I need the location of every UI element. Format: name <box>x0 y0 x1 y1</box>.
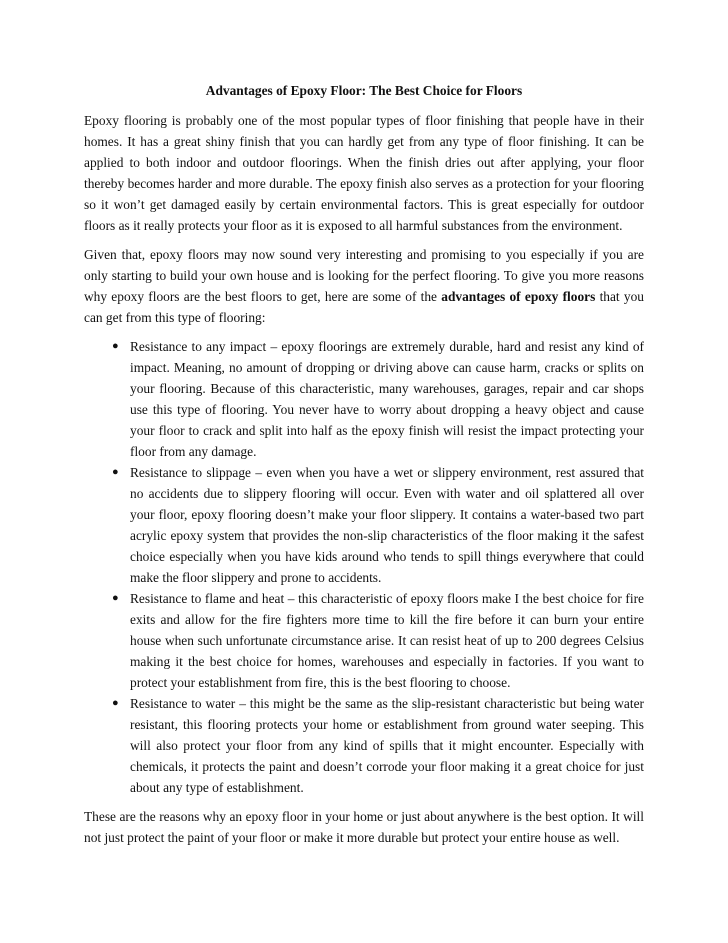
document-title: Advantages of Epoxy Floor: The Best Choice for Floors <box>205 83 523 98</box>
reasons-text-end: that you can get from this type of flooring: <box>84 289 644 325</box>
conclusion-paragraph: These are the reasons why an epoxy floor in your home or just about anywhere is the best option. It will not just protect the paint of your floor or make it more durable but protect your entire house as well. <box>84 809 644 845</box>
reasons-text-start: Given that, epoxy floors may now sound very interesting and promising to you especially if you are only starting to build your own house and is looking for the perfect flooring. To give you more reasons why epoxy floors are the best floors to get, here are some of the <box>84 247 644 304</box>
list-item-text: Resistance to any impact – epoxy floorings are extremely durable, hard and resist any kind of impact. Meaning, no amount of dropping or driving above can cause harm, cracks or splits on your flooring. Because of this characteristic, many warehouses, garages, repair and car shops use this type of flooring. You never have to worry about dropping a heavy object and cause your floor to crack and split into half as the epoxy finish will resist the impact protecting your floor from any damage. <box>130 339 644 459</box>
reasons-paragraph <box>84 244 644 328</box>
list-item-slippage <box>84 462 644 588</box>
bullet-icon: ● <box>112 697 119 709</box>
advantages-bold-text: advantages of epoxy floors <box>441 289 596 304</box>
list-item-text: Resistance to water – this might be the same as the slip-resistant characteristic but being water resistant, this flooring protects your home or establishment from ground water seeping. This will also protect your floor from any kind of spills that it might encounter. Especially with chemicals, it protects the paint and doesn’t corrode your floor making it a great choice for just about any type of establishment. <box>130 696 644 795</box>
bullet-icon: ● <box>112 466 119 478</box>
list-item-flame-heat <box>84 588 644 693</box>
list-item-text: Resistance to slippage – even when you have a wet or slippery environment, rest assured that no accidents due to slippery flooring will occur. Even with water and oil splattered all over your floor, epoxy flooring doesn’t make your floor slippery. It contains a water-based two part acrylic epoxy system that provides the non-slip characteristics of the floor making it the safest choice especially when you have kids around who tends to spill things everywhere that could make the floor slippery and prone to accidents. <box>130 465 644 585</box>
document-page <box>84 82 644 856</box>
list-item-impact <box>84 336 644 462</box>
list-item-text: Resistance to flame and heat – this characteristic of epoxy floors make I the best choice for fire exits and allow for the fire fighters more time to kill the fire before it can burn your entire house when such unfortunate circumstance arise. It can resist heat of up to 200 degrees Celsius making it the best choice for homes, warehouses and especially in factories. If you want to protect your establishment from fire, this is the best flooring to choose. <box>130 591 644 690</box>
advantages-list <box>84 336 644 798</box>
bullet-icon: ● <box>112 340 119 352</box>
list-item-water <box>84 693 644 798</box>
bullet-icon: ● <box>112 592 119 604</box>
intro-paragraph: Epoxy flooring is probably one of the most popular types of floor finishing that people have in their homes. It has a great shiny finish that you can hardly get from any type of floor finishing. It can be applied to both indoor and outdoor floorings. When the finish dries out after applying, your floor thereby becomes harder and more durable. The epoxy finish also serves as a protection for your flooring so it won’t get damaged easily by certain environmental factors. This is great especially for outdoor floors as it really protects your floor as it is exposed to all harmful substances from the environment. <box>84 113 644 233</box>
